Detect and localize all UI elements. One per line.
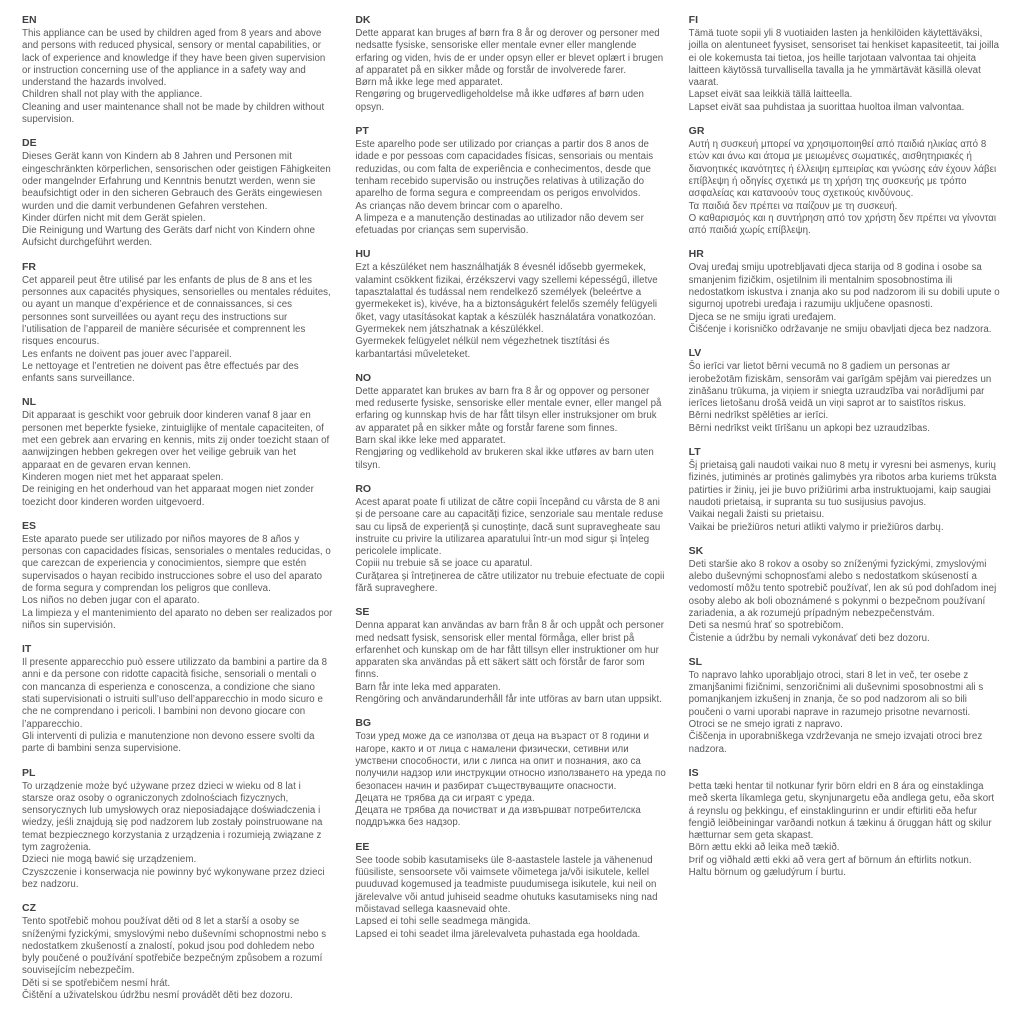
language-code-heading: FR [22,260,36,273]
language-code-heading: DK [355,14,371,26]
language-code-heading: SL [688,655,703,668]
language-code-heading: CZ [22,902,36,915]
safety-paragraph: Djeca se ne smiju igrati uređajem. [688,311,837,323]
safety-paragraph: Þetta tæki hentar til notkunar fyrir börn eldri en 8 ára og einstaklinga með skerta líkamlega getu, skynjunargetu eða andlega getu, eða skort á reynslu og þekkingu, ef einstaklingurinn er undir eftirliti eða hefur fengið leiðbeiningar varðandi notkun á tækinu á öruggan hátt og skilur hætturnar sem geta skapast. [688,780,995,842]
language-section-lt [689,446,1000,534]
safety-paragraph: Lapset eivät saa leikkiä tällä laitteella. [688,89,853,101]
safety-paragraph: Barn får inte leka med apparaten. [355,681,501,693]
safety-paragraph: Il presente apparecchio può essere utilizzato da bambini a partire da 8 anni e da persone con ridotte capacità fisiche, sensoriali o mentali o con mancanza di esperienza e conoscenza, a condizione che siano stati supervisionati o istruiti sull’uso dell’apparecchio in modo sicuro e che ne comprendano i pericoli. I bambini non devono giocare con l’apparecchio. [22,657,328,730]
safety-paragraph: Acest aparat poate fi utilizat de către copii începând cu vârsta de 8 ani și de persoane care au capacități fizice, senzoriale sau mentale reduse sau cu lipsă de experiență și cunoștințe, dacă sunt supravegheate sau instruite cu privire la utilizarea aparatului într-un mod sigur și înțeleg pericolele implicate. [355,496,664,558]
language-code-heading: NL [22,396,36,409]
safety-paragraph: Lapsed ei tohi seadet ilma järelevalveta puhastada ega hooldada. [355,928,641,940]
safety-paragraph: Copiii nu trebuie să se joace cu aparatul. [355,558,533,570]
safety-paragraph: Haltu börnum og gæludýrum í burtu. [688,867,846,879]
safety-paragraph: Vaikai negali žaisti su prietaisu. [688,509,825,521]
language-section-se [355,606,666,706]
language-code-heading: EE [355,840,370,853]
language-section-ee [355,841,666,941]
safety-paragraph: Děti si se spotřebičem nesmí hrát. [22,977,171,989]
safety-paragraph: Ezt a készüléket nem használhatják 8 évesnél idősebb gyermekek, valamint csökkent fizikai, érzékszervi vagy szellemi képességű, illetve tapasztalattal és tudással nem rendelkező személyek (beleértve a gyermekeket is), kivéve, ha a biztonságukért felelős személy felügyeli őket, vagy utasításokat kaptak a készülék használatára vonatkozóan. [355,262,658,323]
safety-paragraph: Децата не трябва да почистват и да извършват потребителска поддръжка без надзор. [355,805,641,829]
safety-paragraph: Barn skal ikke leke med apparatet. [355,435,506,447]
language-section-pt [355,125,666,237]
safety-paragraph: Čišćenje i korisničko održavanje ne smiju obavljati djeca bez nadzora. [688,323,992,335]
safety-paragraph: Rengøring og brugervedligeholdelse må ikke udføres af børn uden opsyn. [355,89,644,113]
safety-paragraph: Czyszczenie i konserwacja nie powinny być wykonywane przez dzieci bez nadzoru. [22,866,325,890]
language-code-heading: HU [355,248,371,261]
safety-paragraph: Dette apparat kan bruges af børn fra 8 år og derover og personer med nedsatte fysiske, sensoriske eller mentale evner eller manglende erfaring og viden, hvis de er under opsyn eller er blevet oplært i brugen af apparatet på en sikker måde og forstår de involverede farer. [355,28,664,76]
safety-paragraph: Bērni nedrīkst spēlēties ar ierīci. [688,410,829,422]
language-section-no [355,372,666,472]
safety-paragraph: Les enfants ne doivent pas jouer avec l’appareil. [22,348,232,360]
safety-paragraph: Cleaning and user maintenance shall not be made by children without supervision. [22,101,325,126]
safety-paragraph: A limpeza e a manutenção destinadas ao utilizador não devem ser efetuadas por crianças sem supervisão. [355,212,644,237]
language-section-cz [22,902,333,1002]
safety-paragraph: To napravo lahko uporabljajo otroci, stari 8 let in več, ter osebe z zmanjšanimi fizičnimi, senzoričnimi ali duševnimi sposobnostmi ali s pomanjkanjem izkušenj in znanja, če so pod nadzorom ali so bili poučeni o varni uporabi naprave in razumejo prisotne nevarnosti. [688,669,984,718]
language-code-heading: ES [22,519,37,532]
safety-paragraph: Children shall not play with the appliance. [22,89,203,101]
safety-paragraph: Die Reinigung und Wartung des Geräts darf nicht von Kindern ohne Aufsicht durchgeführt werden. [22,225,316,249]
safety-paragraph: Børn må ikke lege med apparatet. [355,77,503,89]
text-column [22,14,333,1014]
safety-paragraph: De reiniging en het onderhoud van het apparaat mogen niet zonder toezicht door kinderen worden uitgevoerd. [22,484,314,508]
language-code-heading: HR [688,248,704,261]
language-section-it [22,643,333,755]
text-column [689,14,1000,1014]
language-section-bg [355,717,666,829]
safety-paragraph: Dette apparatet kan brukes av barn fra 8 år og oppover og personer med reduserte fysiske, sensoriske eller mentale evner, eller mangel på erfaring og kunnskap hvis de har fått tilsyn eller instruksjoner om bruk av apparatet på en sikker måte og forstår farene som finnes. [355,385,662,434]
safety-paragraph: Šo ierīci var lietot bērni vecumā no 8 gadiem un personas ar ierobežotām fiziskām, sensorām vai garīgām spējām vai pieredzes un zināšanu trūkuma, ja viņiem ir sniegta uzraudzība vai norādījumi par ierīces lietošanu drošā veidā un viņi saprot ar to saistītos riskus. [688,361,992,410]
safety-paragraph: Ovaj uređaj smiju upotrebljavati djeca starija od 8 godina i osobe sa smanjenim fizičkim, osjetilnim ili mentalnim sposobnostima ili nedostatkom iskustva i znanja ako su pod nadzorom ili su dobili upute o sigurnoj upotrebi uređaja i razumiju uključene opasnosti. [688,262,1000,311]
language-section-lv [689,347,1000,435]
language-code-heading: GR [688,125,705,138]
safety-paragraph: Čištění a uživatelskou údržbu nesmí provádět děti bez dozoru. [22,990,293,1001]
language-section-fr [22,261,333,386]
safety-paragraph: Kinder dürfen nicht mit dem Gerät spielen. [22,212,206,224]
safety-paragraph: Čistenie a údržbu by nemali vykonávať deti bez dozoru. [688,632,930,644]
safety-paragraph: Rengöring och användarunderhåll får inte utföras av barn utan uppsikt. [355,694,663,706]
language-section-nl [22,396,333,508]
safety-paragraph: Децата не трябва да си играят с уреда. [355,792,535,804]
language-code-heading: EN [22,14,37,26]
language-code-heading: PT [355,125,369,138]
safety-paragraph: As crianças não devem brincar com o aparelho. [355,200,563,212]
safety-paragraph: Börn ættu ekki að leika með tækið. [688,842,840,854]
safety-paragraph: Dit apparaat is geschikt voor gebruik door kinderen vanaf 8 jaar en personen met beperkte fysieke, zintuiglijke of mentale capaciteiten, of met een gebrek aan ervaring en kennis, mits zij onder toezicht staan of aanwijzingen hebben gekregen over het veilige gebruik van het apparaat en de gevaren ervan kennen. [22,410,330,471]
safety-paragraph: Αυτή η συσκευή μπορεί να χρησιμοποιηθεί από παιδιά ηλικίας από 8 ετών και άνω και άτομα με μειωμένες σωματικές, αισθητηριακές ή διανοητικές ικανότητες ή έλλειψη εμπειρίας και γνώσης εάν έχουν λάβει επίβλεψη ή οδηγίες σχετικά με τη χρήση της συσκευής με τρόπο ασφαλείας και κατανοούν τους σχετικούς κινδύνους. [688,139,997,200]
language-section-is [689,767,1000,879]
safety-paragraph: Čiščenja in uporabniškega vzdrževanja ne smejo izvajati otroci brez nadzora. [688,731,983,755]
language-code-heading: RO [355,482,372,495]
safety-paragraph: Deti staršie ako 8 rokov a osoby so zníženými fyzickými, zmyslovými alebo duševnými schopnosťami alebo s nedostatkom skúseností a vedomostí môžu tento spotrebič používať, len ak sú pod dohľadom inej osoby alebo ak boli oboznámené s pokynmi o bezpečnom používaní zariadenia, a ak rozumejú prípadným nebezpečenstvám. [688,558,997,619]
safety-paragraph: Gyermekek nem játszhatnak a készülékkel. [355,323,544,335]
safety-paragraph: Rengjøring og vedlikehold av brukeren skal ikke utføres av barn uten tilsyn. [355,447,654,471]
language-code-heading: DE [22,137,37,150]
safety-paragraph: Este aparato puede ser utilizado por niños mayores de 8 años y personas con capacidades físicas, sensoriales o mentales reducidas, o que carezcan de experiencia y conocimientos, siempre que estén supervisados o hayan recibido instrucciones sobre el uso del aparato de forma segura y comprendan los peligros que conlleva. [22,533,331,594]
safety-paragraph: Gli interventi di pulizia e manutenzione non devono essere svolti da parte di bambini senza supervisione. [22,730,315,755]
safety-paragraph: Tämä tuote sopii yli 8 vuotiaiden lasten ja henkilöiden käytettäväksi, joilla on alentuneet fyysiset, sensoriset tai henkiset kapasiteetit, tai joilla ei ole kokemusta tai tietoa, jos heille tarjotaan valvontaa tai ohjeita laitteen käytössä turvallisella tavalla ja he ymmärtävät käsillä olevat vaarat. [688,28,1000,89]
language-section-ro [355,483,666,595]
language-section-de [22,137,333,249]
language-section-gr [689,125,1000,237]
safety-paragraph: Този уред може да се използва от деца на възраст от 8 години и нагоре, както и от лица с намалени физически, сетивни или умствени способности, или с липса на опит и познания, ако са получили надзор или инструкции относно използването на уреда по безопасен начин и разбират съществуващите опасности. [355,731,666,792]
safety-paragraph: Vaikai be priežiūros neturi atlikti valymo ir priežiūros darbų. [688,521,944,533]
safety-paragraph: This appliance can be used by children aged from 8 years and above and persons with reduced physical, sensory or mental capabilities, or lack of experience and knowledge if they have been given supervision or instruction concerning use of the appliance in a safety way and understand the hazards involved. [22,28,326,89]
language-section-sk [689,545,1000,645]
text-column [355,14,666,1014]
safety-paragraph: Dzieci nie mogą bawić się urządzeniem. [22,854,197,866]
language-code-heading: IS [688,766,699,779]
safety-paragraph: Τα παιδιά δεν πρέπει να παίζουν με τη συσκευή. [688,200,898,212]
safety-paragraph: Otroci se ne smejo igrati z napravo. [688,719,843,731]
safety-paragraph: Deti sa nesmú hrať so spotrebičom. [688,620,844,632]
language-section-fi [689,14,1000,114]
safety-paragraph: Gyermekek felügyelet nélkül nem végezhetnek tisztítási és karbantartási műveleteket. [355,336,610,360]
language-section-dk [355,14,666,114]
safety-paragraph: To urządzenie może być używane przez dzieci w wieku od 8 lat i starsze oraz osoby o ograniczonych zdolnościach fizycznych, sensorycznych lub umysłowych oraz nieposiadające doświadczenia i wiedzy, jeśli znajdują się pod nadzorem lub zostały poinstruowane na temat bezpiecznego korzystania z urządzenia i rozumieją związane z tym zagrożenia. [22,780,323,854]
safety-paragraph: Lapset eivät saa puhdistaa ja suorittaa huoltoa ilman valvontaa. [688,101,965,113]
safety-paragraph: Le nettoyage et l’entretien ne doivent pas être effectués par des enfants sans surveillance. [22,360,299,385]
language-code-heading: SE [355,606,370,619]
language-section-sl [689,656,1000,756]
safety-paragraph: Ο καθαρισμός και η συντήρηση από τον χρήστη δεν πρέπει να γίνονται από παιδιά χωρίς επίβλεψη. [688,212,997,237]
safety-paragraph: See toode sobib kasutamiseks üle 8-aastastele lastele ja vähenenud füüsiliste, sensoorsete või vaimsete võimetega ja/või isikutele, kellel puuduvad kogemused ja teadmiste puudumisega isikutele, kui neil on järelevalve või antud juhiseid seadme ohutuks kasutamiseks ning nad mõistavad sellega kaasnevaid ohte. [355,854,658,915]
language-section-es [22,520,333,632]
language-code-heading: SK [688,544,704,557]
safety-paragraph: Šį prietaisą gali naudoti vaikai nuo 8 metų ir vyresni bei asmenys, kurių fizinės, jutiminės ar protinės galimybės yra ribotos arba kuriems trūksta patirties ir žinių, jei jie buvo prižiūrimi arba instruktuojami, kaip saugiai naudoti prietaisą, ir supranta su tuo susijusius pavojus. [688,460,997,508]
language-section-en [22,14,333,126]
safety-paragraph: Þrif og viðhald ætti ekki að vera gert af börnum án eftirlits notkun. [688,854,972,866]
language-section-hu [355,248,666,360]
safety-paragraph: Curățarea și întreținerea de către utilizator nu trebuie efectuate de copii fără supraveghere. [355,570,665,594]
language-code-heading: NO [355,371,372,384]
safety-paragraph: Denna apparat kan användas av barn från 8 år och uppåt och personer med nedsatt fysisk, sensorisk eller mental förmåga, eller brist på erfarenhet och kunskap om de har fått tillsyn eller instruktioner om hur apparaten ska användas på ett säkert sätt och förstår de faror som finns. [355,620,665,681]
safety-paragraph: Los niños no deben jugar con el aparato. [22,595,200,607]
language-code-heading: BG [355,717,372,730]
safety-paragraph: Tento spotřebič mohou používat děti od 8 let a starší a osoby se sníženými fyzickými, smyslovými nebo duševními schopnostmi nebo s nedostatkem zkušeností a znalostí, pokud jsou pod dohledem nebo byly poučené o používání spotřebiče bezpečným způsobem a rozumí souvisejícím nebezpečím. [22,916,327,977]
language-code-heading: IT [22,643,32,656]
safety-paragraph: Este aparelho pode ser utilizado por crianças a partir dos 8 anos de idade e por pessoas com capacidades físicas, sensoriais ou mentais reduzidas, ou com falta de experiência e conhecimentos, desde que tenham recebido supervisão ou instruções relativas à utilização do aparelho de forma segura e compreendam os perigos envolvidos. [355,139,654,200]
safety-paragraph: Bērni nedrīkst veikt tīrīšanu un apkopi bez uzraudzības. [688,422,931,434]
safety-paragraph: Kinderen mogen niet met het apparaat spelen. [22,471,224,483]
language-code-heading: LV [688,347,702,360]
safety-paragraph: Dieses Gerät kann von Kindern ab 8 Jahren und Personen mit eingeschränkten körperlichen, sensorischen oder geistigen Fähigkeiten oder mangelnder Erfahrung und Kenntnis benutzt werden, wenn sie beaufsichtigt oder in den sicheren Gebrauch des Geräts eingewiesen wurden und die damit verbundenen Gefahren verstehen. [22,151,331,212]
language-section-hr [689,248,1000,336]
language-code-heading: LT [688,446,701,459]
language-code-heading: FI [688,14,698,26]
safety-paragraph: Lapsed ei tohi selle seadmega mängida. [355,916,531,928]
safety-paragraph: Cet appareil peut être utilisé par les enfants de plus de 8 ans et les personnes aux capacités physiques, sensorielles ou mentales réduites, ou ayant un manque d’expérience et de connaissances, si ces personnes sont surveillées ou ayant reçu des instructions sur l’utilisation de l’appareil de manière sécurisée et comprennent les risques encourus. [22,274,331,348]
language-section-pl [22,767,333,892]
language-code-heading: PL [22,766,36,779]
safety-paragraph: La limpieza y el mantenimiento del aparato no deben ser realizados por niños sin supervisión. [22,607,333,631]
